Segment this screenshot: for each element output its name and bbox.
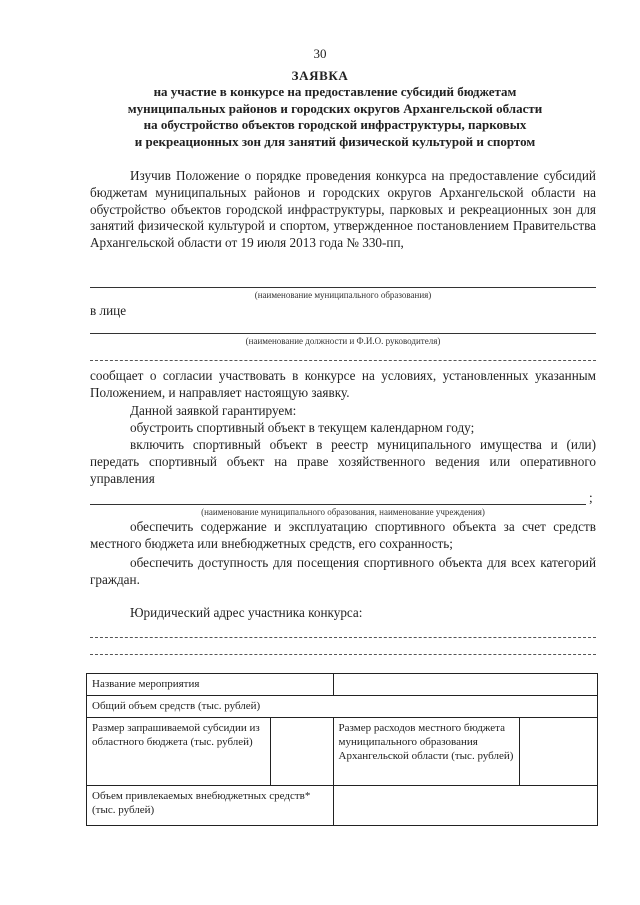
document-title: ЗАЯВКА — [291, 68, 349, 83]
extrabudget-label: Объем привлекаемых внебюджетных средств* (тыс. рублей) — [87, 786, 334, 826]
subtitle-line: муниципальных районов и городских округов Архангельской области — [127, 100, 543, 116]
subsidy-size-value[interactable] — [271, 718, 334, 786]
guarantee-item-4: обеспечить доступность для посещения спортивного объекта для всех категорий граждан. — [90, 555, 596, 587]
subtitle-line: и рекреационных зон для занятий физической культурой и спортом — [134, 133, 536, 149]
subsidy-size-label: Размер запрашиваемой субсидии из областного бюджета (тыс. рублей) — [87, 718, 271, 786]
agreement-paragraph: сообщает о согласии участвовать в конкурсе на условиях, установленных указанным Положением, и направляет настоящую заявку. — [90, 368, 596, 400]
extrabudget-value[interactable] — [333, 786, 597, 826]
position-field-continued[interactable] — [90, 360, 596, 361]
guarantee-item-2: включить спортивный объект в реестр муниципального имущества и (или) передать спортивный объект на праве хозяйственного ведения или оперативного управления — [90, 437, 596, 486]
event-name-value[interactable] — [333, 674, 597, 696]
local-budget-label: Размер расходов местного бюджета муниципального образования Архангельской области (тыс. рублей) — [333, 718, 519, 786]
application-table — [86, 673, 598, 826]
legal-address-label: Юридический адрес участника конкурса: — [130, 605, 363, 620]
guarantee-item-1: обустроить спортивный объект в текущем календарном году; — [130, 420, 475, 435]
event-name-label: Название мероприятия — [87, 674, 334, 696]
municipality-field[interactable] — [90, 287, 596, 288]
local-budget-value[interactable] — [519, 718, 597, 786]
subtitle-line: на участие в конкурсе на предоставление субсидий бюджетам — [153, 84, 517, 99]
total-volume-label: Общий объем средств (тыс. рублей) — [87, 696, 598, 718]
hint-municipality: (наименование муниципального образования) — [254, 290, 432, 300]
guarantee-heading: Данной заявкой гарантируем: — [130, 403, 297, 418]
guarantee-item-3: обеспечить содержание и эксплуатацию спортивного объекта за счет средств местного бюджета или внебюджетных средств, его сохранность; — [90, 519, 596, 551]
legal-address-field-1[interactable] — [90, 637, 596, 638]
legal-address-field-2[interactable] — [90, 654, 596, 655]
subtitle-line: на обустройство объектов городской инфраструктуры, парковых — [143, 117, 527, 132]
hint-institution: (наименование муниципального образования, наименование учреждения) — [201, 507, 485, 517]
institution-field[interactable] — [90, 504, 586, 505]
page-number: 30 — [313, 46, 327, 61]
in-person-label: в лице — [90, 303, 127, 318]
hint-position: (наименование должности и Ф.И.О. руководителя) — [245, 336, 441, 346]
position-field[interactable] — [90, 333, 596, 334]
intro-paragraph: Изучив Положение о порядке проведения конкурса на предоставление субсидий бюджетам муниципальных районов и городских округов Архангельской области на обустройство объектов городской инфраструктуры, парковых и рекреационных зон для занятий физической культурой и спортом, утвержденное постановлением Правительства Архангельской области от 19 июля 2013 года № 330-пп, — [90, 168, 596, 251]
semicolon: ; — [589, 490, 593, 505]
document-subtitle — [90, 84, 580, 150]
